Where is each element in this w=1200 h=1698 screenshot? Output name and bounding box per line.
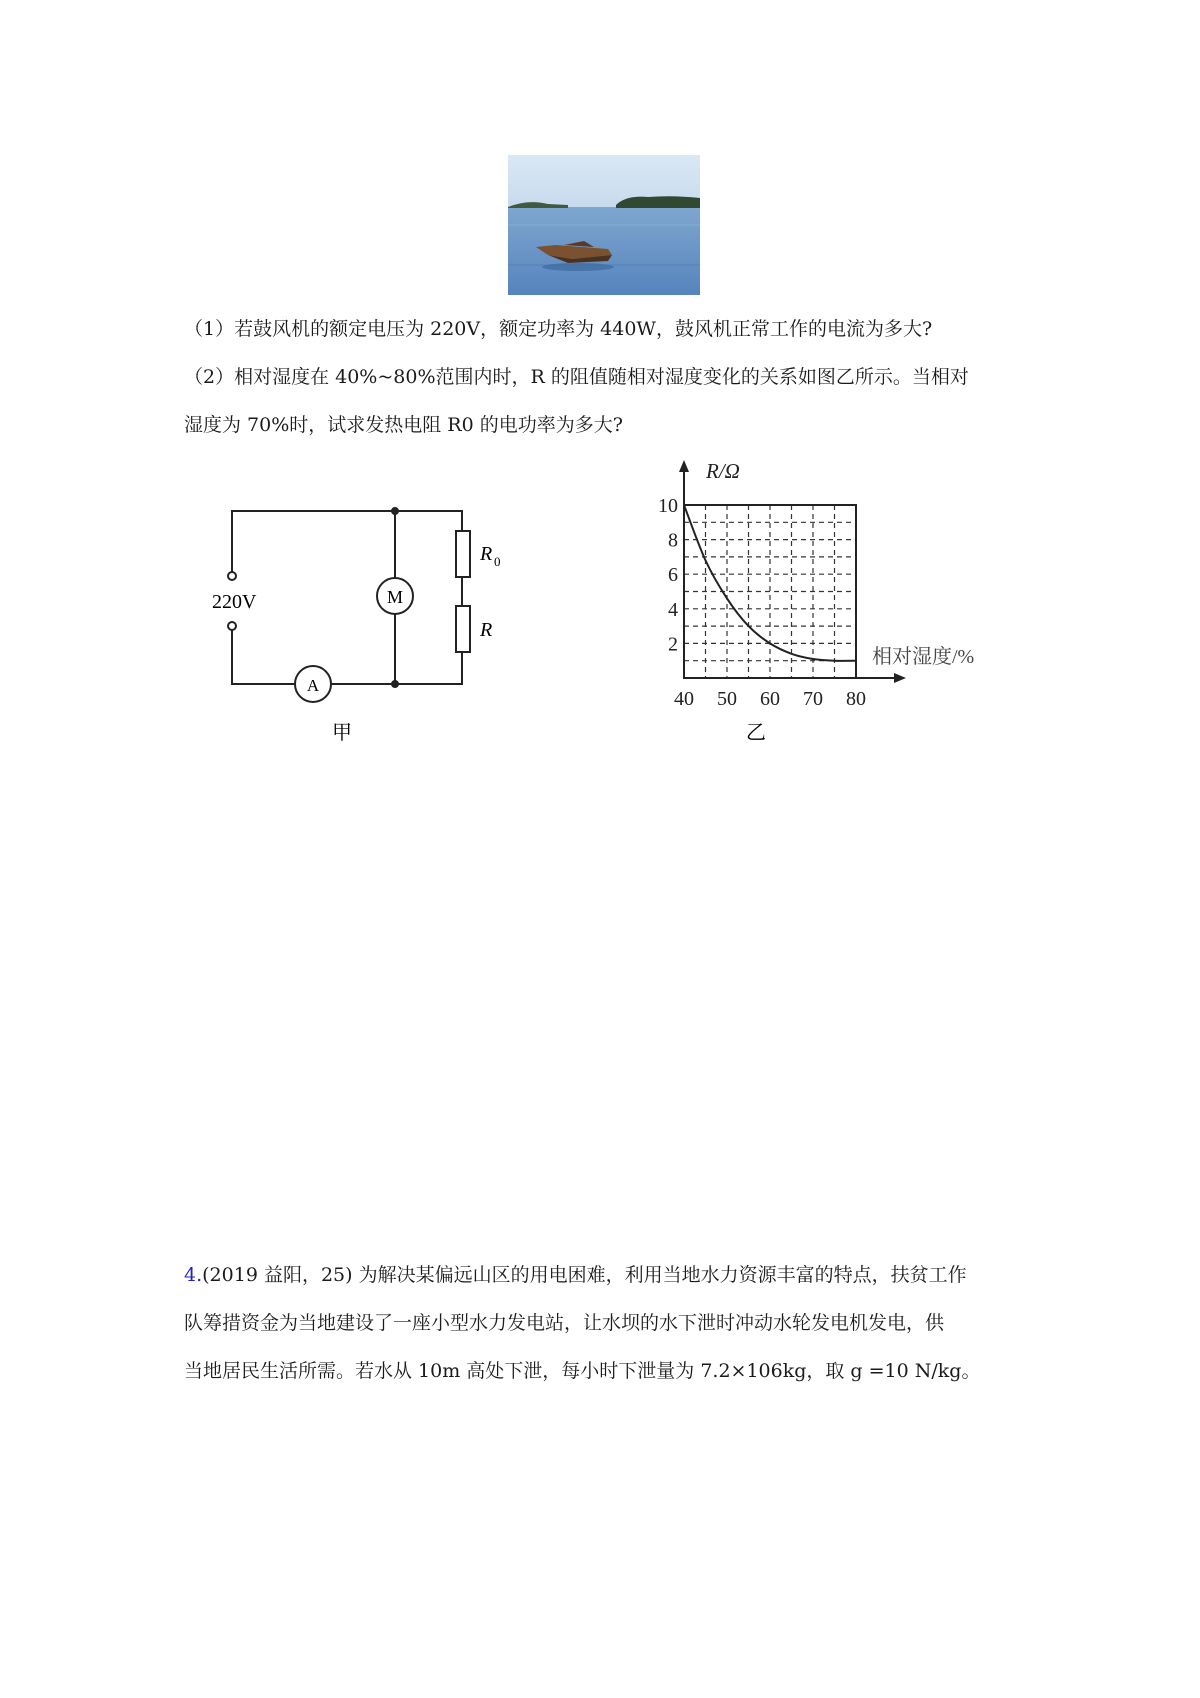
x-tick-label: 70 [803,688,823,710]
source-label: 220V [212,591,257,613]
chart-caption: 乙 [746,722,766,744]
y-axis-arrow [679,460,689,472]
x-tick-label: 50 [717,688,737,710]
resistor-r0 [456,531,470,577]
motor-label: M [386,587,404,607]
y-tick-label: 10 [658,495,678,517]
r0-subscript: 0 [494,554,501,569]
x-tick-label: 60 [760,688,780,710]
y-tick-label: 6 [668,564,678,587]
q3-part2-line1: （2）相对湿度在 40%~80%范围内时，R 的阻值随相对湿度变化的关系如图乙所示。当相对 [184,366,969,388]
q4-line3: 当地居民生活所需。若水从 10m 高处下泄，每小时下泄量为 7.2×106kg，取 g =10 N/kg。 [184,1360,981,1382]
circuit-diagram [228,508,470,702]
q4-line2: 队筹措资金为当地建设了一座小型水力发电站，让水坝的水下泄时冲动水轮发电机发电，供 [184,1312,945,1334]
q3-part1: （1）若鼓风机的额定电压为 220V，额定功率为 440W，鼓风机正常工作的电流为多大? [184,318,933,340]
y-tick-label: 4 [668,598,678,621]
figure-panel [210,456,1010,756]
resistance-humidity-chart [658,459,974,710]
q3-part2-line2: 湿度为 70%时，试求发热电阻 R0 的电功率为多大? [184,414,623,436]
x-tick-label: 80 [846,688,866,710]
x-axis-label: 相对湿度/% [872,646,975,668]
circuit-caption: 甲 [332,722,352,744]
y-axis-label: R/Ω [706,459,740,483]
y-tick-label: 8 [668,529,678,552]
resistor-r [456,606,470,652]
q4-line1-text: (2019 益阳，25) 为解决某偏远山区的用电困难，利用当地水力资源丰富的特点，扶贫工作 [202,1264,967,1286]
y-tick-label: 2 [668,633,678,656]
series-line [684,505,856,661]
lake-boat-photo [508,155,700,295]
ammeter-label: A [306,676,320,695]
r-label: R [480,619,493,641]
x-axis-arrow [894,673,906,683]
x-tick-label: 40 [674,688,694,710]
q4-line1 [184,1251,1030,1299]
r0-label: R [480,543,493,565]
q4-number: 4. [184,1264,203,1286]
